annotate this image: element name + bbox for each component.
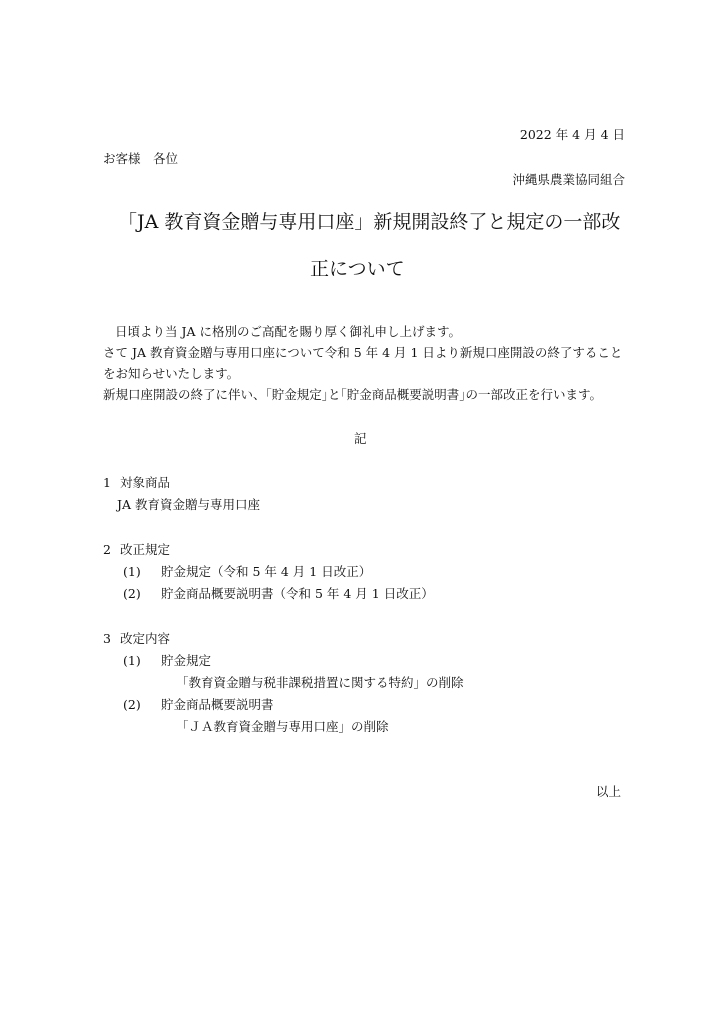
document-title-line-1: 「JA 教育資金贈与専用口座」新規開設終了と規定の一部改 [118, 211, 621, 233]
body-paragraph-line: 新規口座開設の終了に伴い、｢貯金規定｣と｢貯金商品概要説明書｣の一部改正を行います。 [103, 387, 603, 402]
recipient: お客様 各位 [103, 151, 179, 166]
list-item-number: (2) [123, 586, 141, 601]
section-number: 3 [103, 631, 111, 646]
section-number: 2 [103, 542, 111, 557]
target-product-name: JA 教育資金贈与専用口座 [117, 497, 261, 512]
document-title-line-2: 正について [310, 258, 405, 280]
section-title-revision-content: 改定内容 [120, 631, 171, 646]
list-item: 貯金商品概要説明書（令和 5 年 4 月 1 日改正） [161, 586, 434, 601]
list-item-detail: 「教育資金贈与税非課税措置に関する特約」の削除 [176, 675, 464, 690]
section-number: 1 [103, 475, 111, 490]
body-paragraph-line: さて JA 教育資金贈与専用口座について令和 5 年 4 月 1 日より新規口座開設の終了すること [103, 345, 623, 360]
list-item: 貯金規定（令和 5 年 4 月 1 日改正） [161, 564, 372, 579]
list-item: 貯金商品概要説明書 [161, 697, 274, 712]
section-title-target-product: 対象商品 [120, 475, 171, 490]
list-item-number: (1) [123, 564, 141, 579]
list-item-number: (1) [123, 653, 141, 668]
closing-remark: 以上 [595, 784, 621, 799]
ki-heading: 記 [354, 431, 367, 446]
list-item-number: (2) [123, 697, 141, 712]
list-item: 貯金規定 [161, 653, 212, 668]
section-title-revised-rules: 改正規定 [120, 542, 171, 557]
body-paragraph-line: 日頃より当 JA に格別のご高配を賜り厚く御礼申し上げます。 [115, 324, 461, 339]
list-item-detail: 「ＪＡ教育資金贈与専用口座」の削除 [176, 719, 389, 734]
body-paragraph-line: をお知らせいたします。 [103, 366, 240, 381]
document-date: 2022 年 4 月 4 日 [519, 127, 625, 142]
sender-organization: 沖縄県農業協同組合 [512, 172, 625, 187]
